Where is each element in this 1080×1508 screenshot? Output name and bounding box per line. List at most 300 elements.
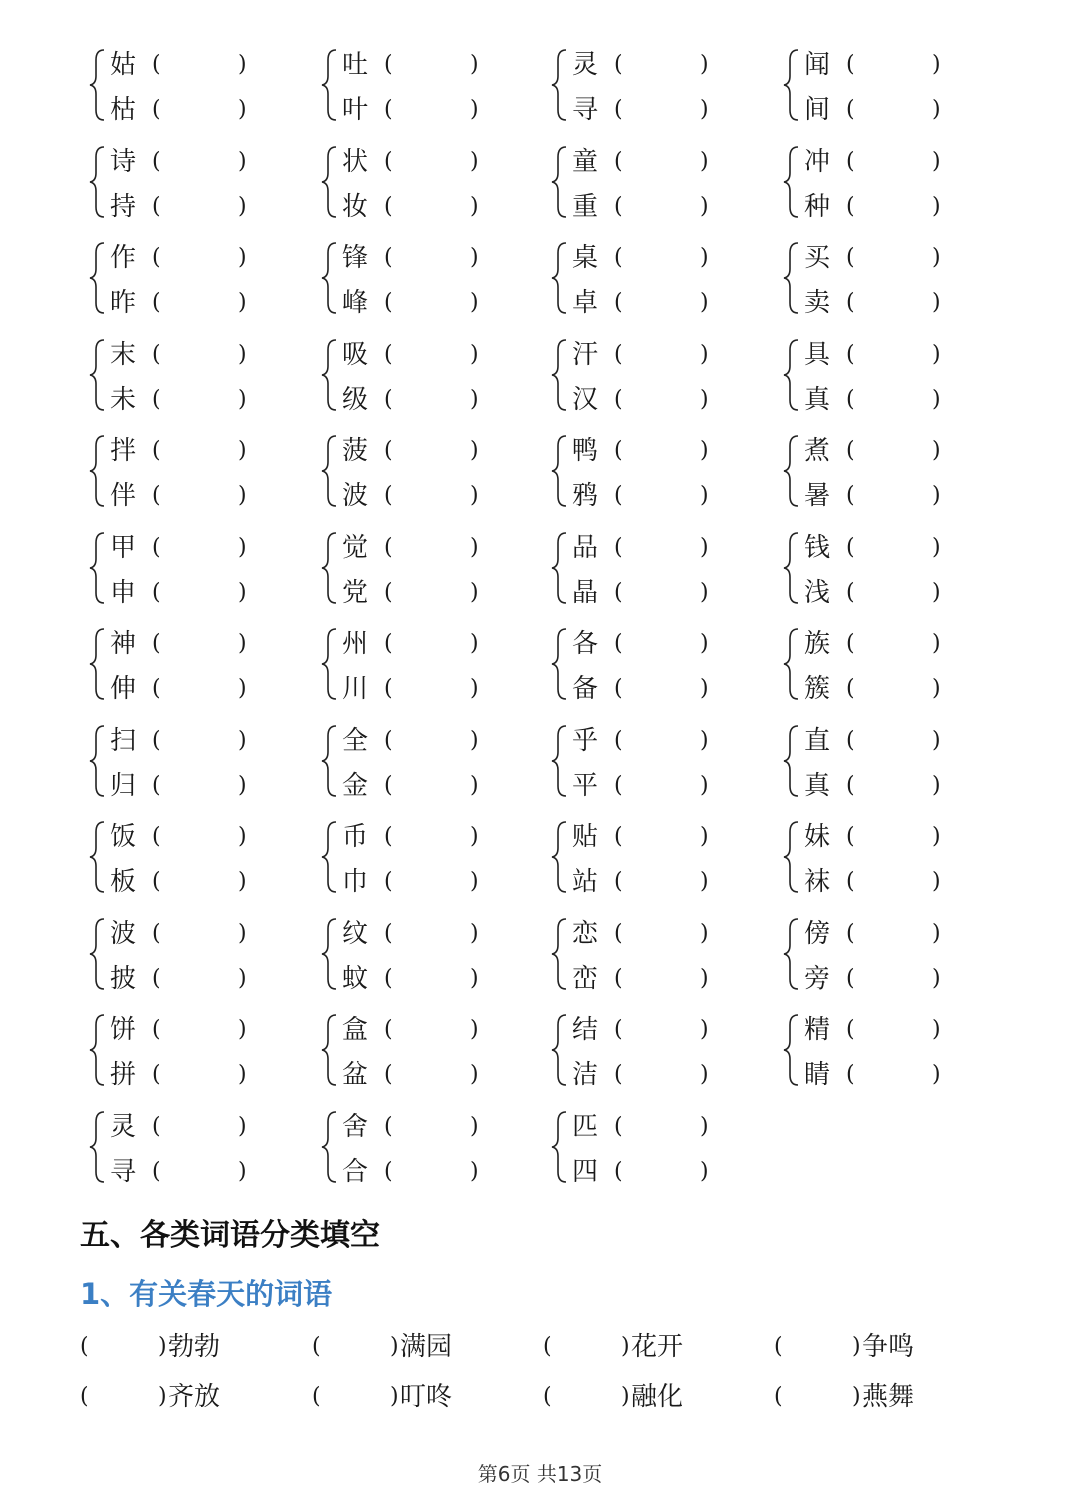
right-paren: ) (470, 824, 479, 849)
pair-row[interactable] (110, 481, 270, 511)
character: 币 (342, 822, 369, 852)
pair-row[interactable] (804, 771, 964, 801)
character: 结 (572, 1015, 599, 1045)
pair-row[interactable] (342, 533, 502, 563)
left-paren: ( (614, 1159, 623, 1184)
curly-brace-icon (782, 434, 804, 508)
left-paren: ( (774, 1334, 783, 1359)
character: 伸 (110, 674, 137, 704)
right-paren: ) (238, 1062, 247, 1087)
fill-blank-item[interactable] (80, 1330, 300, 1364)
right-paren: ) (932, 966, 941, 991)
blank-word: 勃勃 (168, 1332, 221, 1362)
left-paren: ( (846, 52, 855, 77)
pair-row[interactable] (110, 919, 270, 949)
character: 末 (110, 340, 137, 370)
pair-row[interactable] (804, 822, 964, 852)
right-paren: ) (238, 342, 247, 367)
curly-brace-icon (550, 917, 572, 991)
pair-row[interactable] (110, 288, 270, 318)
right-paren: ) (158, 1384, 167, 1409)
character: 饭 (110, 822, 137, 852)
character: 波 (110, 919, 137, 949)
character-pair (320, 629, 520, 704)
pair-row[interactable] (804, 578, 964, 608)
curly-brace-icon (320, 820, 342, 894)
character: 盆 (342, 1060, 369, 1090)
pair-row[interactable] (342, 385, 502, 415)
left-paren: ( (384, 728, 393, 753)
pair-row[interactable] (342, 674, 502, 704)
pair-row[interactable] (804, 288, 964, 318)
pair-row[interactable] (572, 481, 732, 511)
character: 全 (342, 726, 369, 756)
character: 各 (572, 629, 599, 659)
pair-row[interactable] (342, 288, 502, 318)
pair-row[interactable] (110, 1112, 270, 1142)
pair-row[interactable] (804, 50, 964, 80)
character-pair (550, 436, 750, 511)
right-paren: ) (932, 438, 941, 463)
character: 甲 (110, 533, 137, 563)
fill-blank-item[interactable] (774, 1380, 994, 1414)
pair-row[interactable] (804, 1015, 964, 1045)
right-paren: ) (932, 631, 941, 656)
pair-row[interactable] (804, 340, 964, 370)
character: 暑 (804, 481, 831, 511)
pair-row[interactable] (110, 1157, 270, 1187)
curly-brace-icon (550, 627, 572, 701)
fill-blank-item[interactable] (312, 1330, 532, 1364)
right-paren: ) (852, 1384, 861, 1409)
left-paren: ( (152, 290, 161, 315)
right-paren: ) (700, 245, 709, 270)
pair-row[interactable] (342, 1157, 502, 1187)
pair-row[interactable] (572, 385, 732, 415)
curly-brace-icon (782, 627, 804, 701)
left-paren: ( (152, 149, 161, 174)
character-pair (782, 629, 982, 704)
left-paren: ( (846, 921, 855, 946)
left-paren: ( (152, 535, 161, 560)
left-paren: ( (846, 869, 855, 894)
character: 鸭 (572, 436, 599, 466)
right-paren: ) (932, 728, 941, 753)
right-paren: ) (470, 245, 479, 270)
curly-brace-icon (782, 338, 804, 412)
left-paren: ( (614, 1114, 623, 1139)
character-pair (88, 726, 288, 801)
right-paren: ) (932, 387, 941, 412)
right-paren: ) (700, 149, 709, 174)
left-paren: ( (846, 483, 855, 508)
right-paren: ) (470, 438, 479, 463)
right-paren: ) (470, 676, 479, 701)
right-paren: ) (700, 52, 709, 77)
character-pair (782, 436, 982, 511)
curly-brace-icon (550, 531, 572, 605)
pair-row[interactable] (572, 147, 732, 177)
pair-row[interactable] (572, 1060, 732, 1090)
curly-brace-icon (782, 241, 804, 315)
pair-row[interactable] (342, 147, 502, 177)
pair-row[interactable] (342, 919, 502, 949)
curly-brace-icon (320, 48, 342, 122)
character-pair (782, 340, 982, 415)
character-pair (320, 533, 520, 608)
pair-row[interactable] (342, 578, 502, 608)
right-paren: ) (470, 290, 479, 315)
pair-row[interactable] (110, 533, 270, 563)
curly-brace-icon (320, 241, 342, 315)
right-paren: ) (700, 1159, 709, 1184)
fill-blank-item[interactable] (80, 1380, 300, 1414)
character: 闻 (804, 50, 831, 80)
character: 站 (572, 867, 599, 897)
character-pair (550, 1112, 750, 1187)
left-paren: ( (80, 1334, 89, 1359)
pair-row[interactable] (804, 674, 964, 704)
character-pair (782, 726, 982, 801)
left-paren: ( (846, 824, 855, 849)
character-pair (550, 533, 750, 608)
left-paren: ( (614, 580, 623, 605)
character-pair (320, 919, 520, 994)
right-paren: ) (932, 149, 941, 174)
left-paren: ( (152, 869, 161, 894)
right-paren: ) (470, 1159, 479, 1184)
character: 金 (342, 771, 369, 801)
character-pair (550, 50, 750, 125)
left-paren: ( (384, 149, 393, 174)
right-paren: ) (470, 580, 479, 605)
curly-brace-icon (782, 820, 804, 894)
pair-row[interactable] (572, 771, 732, 801)
curly-brace-icon (88, 917, 110, 991)
right-paren: ) (470, 535, 479, 560)
right-paren: ) (700, 438, 709, 463)
left-paren: ( (614, 245, 623, 270)
pair-row[interactable] (572, 243, 732, 273)
pair-row[interactable] (572, 1015, 732, 1045)
pair-row[interactable] (804, 1060, 964, 1090)
pair-row[interactable] (572, 1157, 732, 1187)
pair-row[interactable] (804, 95, 964, 125)
pair-row[interactable] (110, 50, 270, 80)
character: 灵 (110, 1112, 137, 1142)
pair-row[interactable] (572, 192, 732, 222)
pair-row[interactable] (572, 50, 732, 80)
left-paren: ( (152, 52, 161, 77)
pair-row[interactable] (110, 822, 270, 852)
curly-brace-icon (320, 1013, 342, 1087)
left-paren: ( (384, 1114, 393, 1139)
left-paren: ( (384, 869, 393, 894)
left-paren: ( (614, 1017, 623, 1042)
pair-row[interactable] (342, 95, 502, 125)
curly-brace-icon (782, 145, 804, 219)
left-paren: ( (152, 1062, 161, 1087)
character: 觉 (342, 533, 369, 563)
character: 舍 (342, 1112, 369, 1142)
left-paren: ( (614, 149, 623, 174)
right-paren: ) (932, 1017, 941, 1042)
right-paren: ) (470, 342, 479, 367)
right-paren: ) (390, 1384, 399, 1409)
pair-row[interactable] (804, 481, 964, 511)
right-paren: ) (932, 245, 941, 270)
left-paren: ( (846, 631, 855, 656)
left-paren: ( (614, 631, 623, 656)
pair-row[interactable] (342, 629, 502, 659)
pair-row[interactable] (572, 288, 732, 318)
pair-row[interactable] (804, 385, 964, 415)
character: 妆 (342, 192, 369, 222)
left-paren: ( (846, 1017, 855, 1042)
pair-row[interactable] (572, 964, 732, 994)
pair-row[interactable] (342, 1015, 502, 1045)
right-paren: ) (700, 773, 709, 798)
pair-row[interactable] (804, 243, 964, 273)
character-pair (320, 243, 520, 318)
character: 平 (572, 771, 599, 801)
pair-row[interactable] (342, 1112, 502, 1142)
curly-brace-icon (88, 338, 110, 412)
pair-row[interactable] (110, 578, 270, 608)
right-paren: ) (470, 966, 479, 991)
pair-row[interactable] (110, 629, 270, 659)
right-paren: ) (238, 631, 247, 656)
character-pair (782, 533, 982, 608)
right-paren: ) (700, 824, 709, 849)
curly-brace-icon (782, 724, 804, 798)
character: 板 (110, 867, 137, 897)
pair-row[interactable] (342, 340, 502, 370)
character: 真 (804, 771, 831, 801)
pair-row[interactable] (804, 964, 964, 994)
pair-row[interactable] (342, 1060, 502, 1090)
right-paren: ) (700, 728, 709, 753)
left-paren: ( (614, 342, 623, 367)
character: 川 (342, 674, 369, 704)
pair-row[interactable] (342, 436, 502, 466)
right-paren: ) (470, 387, 479, 412)
right-paren: ) (238, 245, 247, 270)
pair-row[interactable] (572, 340, 732, 370)
right-paren: ) (158, 1334, 167, 1359)
pair-row[interactable] (110, 867, 270, 897)
left-paren: ( (384, 1062, 393, 1087)
curly-brace-icon (320, 1110, 342, 1184)
pair-row[interactable] (110, 1060, 270, 1090)
pair-row[interactable] (110, 192, 270, 222)
pair-row[interactable] (342, 867, 502, 897)
right-paren: ) (470, 631, 479, 656)
character-pair (88, 147, 288, 222)
pair-row[interactable] (804, 919, 964, 949)
pair-row[interactable] (110, 1015, 270, 1045)
left-paren: ( (614, 387, 623, 412)
pair-row[interactable] (342, 50, 502, 80)
left-paren: ( (80, 1384, 89, 1409)
character-pair (88, 822, 288, 897)
left-paren: ( (846, 535, 855, 560)
left-paren: ( (846, 97, 855, 122)
page-footer: 第6页 共13页 (477, 1462, 603, 1486)
left-paren: ( (384, 676, 393, 701)
pair-row[interactable] (572, 919, 732, 949)
character: 傍 (804, 919, 831, 949)
section-title: 五、各类词语分类填空 (80, 1218, 380, 1253)
character-pair (320, 726, 520, 801)
character: 菠 (342, 436, 369, 466)
right-paren: ) (238, 290, 247, 315)
left-paren: ( (384, 631, 393, 656)
pair-row[interactable] (572, 436, 732, 466)
pair-row[interactable] (110, 243, 270, 273)
character-pair (88, 919, 288, 994)
pair-row[interactable] (804, 867, 964, 897)
right-paren: ) (932, 869, 941, 894)
right-paren: ) (470, 921, 479, 946)
character: 盒 (342, 1015, 369, 1045)
left-paren: ( (614, 869, 623, 894)
left-paren: ( (384, 245, 393, 270)
pair-row[interactable] (342, 822, 502, 852)
pair-row[interactable] (572, 867, 732, 897)
pair-row[interactable] (342, 726, 502, 756)
pair-row[interactable] (804, 533, 964, 563)
right-paren: ) (470, 1062, 479, 1087)
pair-row[interactable] (110, 385, 270, 415)
right-paren: ) (700, 1114, 709, 1139)
right-paren: ) (238, 580, 247, 605)
right-paren: ) (932, 342, 941, 367)
curly-brace-icon (782, 531, 804, 605)
pair-row[interactable] (110, 95, 270, 125)
pair-row[interactable] (342, 771, 502, 801)
character: 纹 (342, 919, 369, 949)
left-paren: ( (543, 1334, 552, 1359)
left-paren: ( (152, 824, 161, 849)
left-paren: ( (846, 290, 855, 315)
left-paren: ( (152, 921, 161, 946)
left-paren: ( (614, 483, 623, 508)
pair-row[interactable] (572, 1112, 732, 1142)
right-paren: ) (932, 824, 941, 849)
left-paren: ( (152, 342, 161, 367)
character: 鸦 (572, 481, 599, 511)
left-paren: ( (152, 966, 161, 991)
character: 睛 (804, 1060, 831, 1090)
character: 寻 (110, 1157, 137, 1187)
character: 扫 (110, 726, 137, 756)
character: 卖 (804, 288, 831, 318)
fill-blank-item[interactable] (774, 1330, 994, 1364)
blank-word: 花开 (631, 1332, 684, 1362)
left-paren: ( (614, 966, 623, 991)
character-pair (550, 919, 750, 994)
character: 浅 (804, 578, 831, 608)
pair-row[interactable] (572, 533, 732, 563)
right-paren: ) (852, 1334, 861, 1359)
character: 巾 (342, 867, 369, 897)
blank-word: 融化 (631, 1382, 684, 1412)
pair-row[interactable] (804, 147, 964, 177)
pair-row[interactable] (110, 147, 270, 177)
fill-blank-item[interactable] (543, 1330, 763, 1364)
left-paren: ( (384, 580, 393, 605)
character: 叶 (342, 95, 369, 125)
fill-blank-item[interactable] (312, 1380, 532, 1414)
pair-row[interactable] (804, 192, 964, 222)
character-pair (88, 629, 288, 704)
character: 买 (804, 243, 831, 273)
character: 州 (342, 629, 369, 659)
character-pair (320, 50, 520, 125)
pair-row[interactable] (110, 771, 270, 801)
right-paren: ) (932, 535, 941, 560)
character: 间 (804, 95, 831, 125)
pair-row[interactable] (342, 243, 502, 273)
pair-row[interactable] (572, 822, 732, 852)
pair-row[interactable] (572, 726, 732, 756)
left-paren: ( (384, 342, 393, 367)
pair-row[interactable] (572, 95, 732, 125)
pair-row[interactable] (110, 340, 270, 370)
left-paren: ( (846, 438, 855, 463)
curly-brace-icon (550, 1013, 572, 1087)
pair-row[interactable] (342, 481, 502, 511)
character: 袜 (804, 867, 831, 897)
character: 合 (342, 1157, 369, 1187)
character-pair (550, 629, 750, 704)
left-paren: ( (152, 438, 161, 463)
pair-row[interactable] (572, 629, 732, 659)
pair-row[interactable] (804, 436, 964, 466)
pair-row[interactable] (572, 674, 732, 704)
pair-row[interactable] (110, 726, 270, 756)
blank-word: 燕舞 (862, 1382, 915, 1412)
curly-brace-icon (782, 1013, 804, 1087)
pair-row[interactable] (804, 726, 964, 756)
left-paren: ( (152, 580, 161, 605)
pair-row[interactable] (572, 578, 732, 608)
character: 洁 (572, 1060, 599, 1090)
curly-brace-icon (88, 627, 110, 701)
pair-row[interactable] (110, 436, 270, 466)
character: 级 (342, 385, 369, 415)
character-pair (320, 147, 520, 222)
pair-row[interactable] (110, 964, 270, 994)
right-paren: ) (932, 921, 941, 946)
right-paren: ) (470, 728, 479, 753)
left-paren: ( (614, 290, 623, 315)
pair-row[interactable] (110, 674, 270, 704)
character: 波 (342, 481, 369, 511)
left-paren: ( (614, 438, 623, 463)
left-paren: ( (152, 631, 161, 656)
right-paren: ) (390, 1334, 399, 1359)
right-paren: ) (700, 97, 709, 122)
character-pair (88, 1015, 288, 1090)
character: 昨 (110, 288, 137, 318)
fill-blank-item[interactable] (543, 1380, 763, 1414)
pair-row[interactable] (342, 964, 502, 994)
pair-row[interactable] (804, 629, 964, 659)
pair-row[interactable] (342, 192, 502, 222)
right-paren: ) (700, 1017, 709, 1042)
